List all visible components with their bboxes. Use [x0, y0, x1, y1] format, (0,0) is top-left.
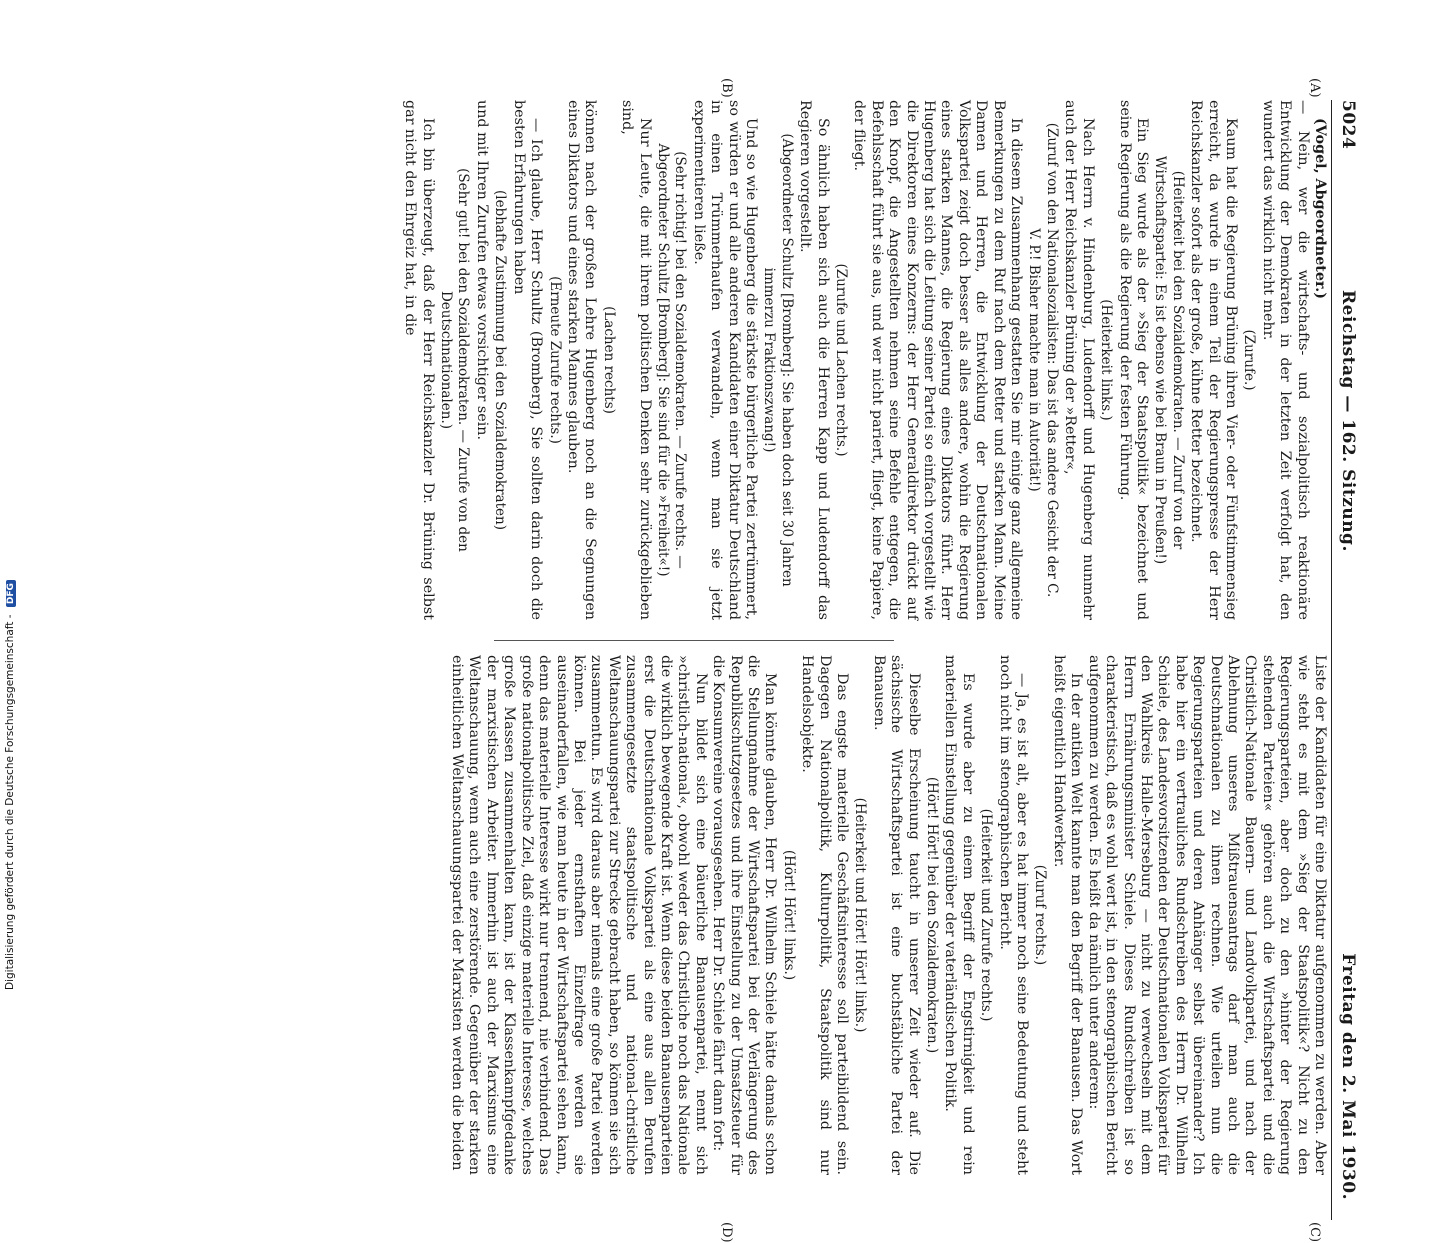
- paragraph-text: Es wurde aber zu einem Begriff der Engstirnigkeit und rein materiellen Einstellung gegenüber der vaterländischen Politik.: [942, 655, 976, 1175]
- footer-text: Digitalisierung gefördert durch die Deutsche Forschungsgemeinschaft -: [4, 614, 16, 990]
- interjection: (Zuruf von den Nationalsozialisten: Das ist das andere Gesicht der C. V. P.! Bisher machte man in Autorität!): [1026, 122, 1060, 598]
- paragraph: [941, 655, 976, 1175]
- paragraph-text: können nach der großen Lehre Hugenberg noch an die Segnungen eines Diktators und eines starken Mannes glauben.: [564, 100, 599, 620]
- paragraph-text: — Nein, wer die wirtschafts- und sozialpolitisch reaktionäre Entwicklung der Demokraten in der letzten Zeit verfolgt hat, den wundert das wirklich nicht mehr.: [1259, 100, 1311, 620]
- speaker-label: (Vogel, Abgeordneter.): [1312, 118, 1328, 299]
- margin-mark-c: (C): [1307, 1222, 1322, 1243]
- paragraph-text: Dieselbe Erscheinung taucht in unserer Zeit wieder auf. Die sächsische Wirtschaftspartei ist eine buchstäbliche Partei der Banausen.: [870, 655, 922, 1175]
- paragraph: [995, 655, 1030, 1175]
- paragraph-text: — Ich glaube, Herr Schultz (Bromberg), Sie sollten darin doch die besten Erfahrungen haben: [510, 100, 545, 620]
- interjection: (Heiterkeit bei den Sozialdemokraten. — Zuruf von der Wirtschaftspartei: Es ist ebenso wie bei Braun in Preußen!): [1152, 155, 1186, 565]
- digitization-footer: [0, 0, 20, 1000]
- dfg-logo: DFG: [6, 580, 16, 607]
- interjection: (Heiterkeit links.): [1098, 299, 1115, 421]
- interjection: (Sehr richtig! bei den Sozialdemokraten. — Zurufe rechts. — Abgeordneter Schultz [Bromberg]: Sie sind für die »Freiheit«!): [654, 143, 689, 577]
- margin-mark-b: (B): [719, 78, 734, 98]
- interjection: (Hört! Hört! links.): [780, 849, 797, 981]
- text-column-right: [448, 655, 1328, 1175]
- paragraph-text: Und so wie Hugenberg die stärkste bürgerliche Partei zertrümmert, so würden er und alle anderen Kandidaten einer Diktatur Deutschland in einen Trümmerhaufen verwandeln, wenn man sie jetzt experimentieren ließe.: [690, 100, 759, 620]
- paragraph: [1115, 100, 1150, 620]
- paragraph: [796, 100, 831, 620]
- header-rule: [1331, 100, 1332, 1220]
- interjection: (Heiterkeit und Zurufe rechts.): [978, 808, 995, 1022]
- paragraph: [1187, 100, 1239, 620]
- paragraph: [1084, 655, 1328, 1175]
- session-title: Reichstag — 162. Sitzung.: [1338, 290, 1358, 552]
- paragraph: [869, 655, 921, 1175]
- margin-mark-d: (D): [719, 1222, 734, 1243]
- paragraph: [618, 100, 653, 620]
- text-column-left: [401, 100, 1328, 620]
- paragraph: [689, 100, 759, 620]
- paragraph: [564, 100, 599, 620]
- paragraph-text: Das engste materielle Geschäftsinteresse soll parteibildend sein. Dagegen Nationalpolitik, Kulturpolitik, Staatspolitik sind nur Handelsobjekte.: [799, 655, 851, 1175]
- session-date: Freitag den 2. Mai 1930.: [1338, 953, 1358, 1200]
- paragraph-text: Liste der Kandidaten für eine Diktatur aufgenommen zu werden. Aber wie steht es mit dem »Sieg der Staatspolitik«? Nicht zu den Regierungsparteien, aber doch zu den »hinter der Regierung stehenden Parteien« gehören auch die Wirtschaftspartei und die Christlich-Nationale Bauern- und Landvolkpartei, und nach der Ablehnung unseres Mißtrauensantrags darf man auch die Deutschnationalen zu ihnen rechnen. Wie urteilen nun die Regierungsparteien und deren Anhänger selbst übereinander? Ich habe hier ein vertrauliches Rundschreiben des Herrn Dr. Wilhelm Schiele, des Landesvorsitzenden der Deutschnationalen Volkspartei für den Wahlkreis Halle-Merseburg — nicht zu verwechseln mit dem Herrn Ernährungsminister Schiele. Dieses Rundschreiben ist so charakteristisch, daß es wohl wert ist, in den stenographischen Bericht aufgenommen zu werden. Es heißt da nämlich unter anderem:: [1085, 655, 1328, 1175]
- paragraph: [798, 655, 850, 1175]
- margin-mark-a: (A): [1307, 78, 1322, 98]
- paragraph: [448, 655, 709, 1175]
- paragraph-text: So ähnlich haben sich auch die Herren Kapp und Ludendorff das Regieren vorgestellt.: [797, 100, 831, 620]
- column-divider: [494, 640, 894, 641]
- paragraph: [473, 100, 490, 620]
- page-header: [1334, 100, 1358, 1200]
- paragraph-text: Kaum hat die Regierung Brüning ihren Vier- oder Fünfstimmensieg erreicht, da wurde in einem Teil der Regierungspresse der Herr Reichskanzler sofort als der große, kühne Retter bezeichnet.: [1188, 100, 1239, 620]
- interjection: (lebhafte Zustimmung bei den Sozialdemokraten): [492, 190, 509, 530]
- interjection: (Erneute Zurufe rechts.): [546, 276, 563, 444]
- interjection: (Abgeordneter Schultz [Bromberg]: Sie haben doch seit 30 Jahren immerzu Fraktionszwang!): [761, 133, 795, 587]
- paragraph-text: Ich bin überzeugt, daß der Herr Reichskanzler Dr. Brüning selbst gar nicht den Ehrgeiz hat, in die: [402, 100, 436, 620]
- paragraph-text: Nur Leute, die mit ihrem politischen Denken sehr zurückgeblieben sind,: [619, 100, 653, 620]
- paragraph-text: Nun bildet sich eine bäuerliche Banausenpartei, nennt sich »christlich-national«, obwohl weder das Christliche noch das Nationale die wirklich bewegende Kraft ist. Wenn diese beiden Banausenparteien erst die Deutschnationale Volkspartei als eine aus allen Berufen zusammengesetzte staatspolitische und national-christliche Weltanschauungspartei zur Strecke gebracht haben, so können sie sich zusammentun. Es wird daraus aber niemals eine große Partei werden können. Bei jeder ernsthaften Einzelfrage werden sie auseinanderfallen, wie man heute in der Wirtschaftspartei sehen kann, denn das materielle Interesse wirkt nur trennend, nie verbindend. Das große nationalpolitische Ziel, daß einzige materielle Interesse, welches große Massen zusammenhalten kann, ist der Klassenkampfgedanke der marxistischen Arbeiter. Immerhin ist auch der Marxismus eine Weltanschauung, wenn auch eine zerstörende. Gegenüber der starken einheitlichen Weltanschauungspartei der Marxisten werden die beiden: [449, 655, 709, 1175]
- interjection: (Zuruf rechts.): [1032, 864, 1049, 966]
- paragraph: [401, 100, 436, 620]
- paragraph: [1050, 655, 1085, 1175]
- paragraph-text: Man könnte glauben, Herr Dr. Wilhelm Schiele hätte damals schon die Stellungnahme der Wirtschaftspartei bei der Verlängerung des Republikschutzgesetzes und ihre Einstellung zu der Umsatzsteuer für die Konsumvereine vorausgesehen. Herr Dr. Schiele fährt dann fort:: [710, 655, 779, 1175]
- interjection: (Hört! Hört! bei den Sozialdemokraten.): [924, 776, 941, 1054]
- interjection: (Zurufe.): [1241, 329, 1258, 391]
- paragraph-text: In der antiken Welt kannte man den Begriff der Banausen. Das Wort heißt eigentlich Handwerker.: [1050, 655, 1085, 1175]
- interjection: (Zurufe und Lachen rechts.): [833, 263, 850, 457]
- interjection: (Lachen rechts): [600, 306, 617, 414]
- paragraph: [709, 655, 779, 1175]
- paragraph: [1258, 100, 1328, 620]
- paragraph-text: und mit Ihren Zurufen etwas vorsichtiger sein.: [473, 100, 490, 441]
- paragraph-text: In diesem Zusammenhang gestatten Sie mir einige ganz allgemeine Bemerkungen zu dem Ruf nach dem Retter und starken Mann. Meine Damen und Herren, die Entwicklung der Deutschnationalen Volkspartei zeigt doch besser als alles andere, wohin die Regierung eines starken Mannes, die Regierung eines Diktators führt. Herr Hugenberg hat sich die Leitung seiner Partei so einfach vorgestellt wie die Direktoren eines Konzerns: der Herr Generaldirektor drückt auf den Knopf, die Angestellten nehmen seine Befehle entgegen, die Befehlsschaft führt sie aus, und wer nicht pariert, fliegt, keine Papiere, der fliegt.: [851, 100, 1025, 620]
- paragraph: [509, 100, 544, 620]
- paragraph: [1061, 100, 1096, 620]
- page-number: 5024: [1338, 100, 1358, 150]
- paragraph-text: Ein Sieg wurde als der »Sieg der Staatspolitik« bezeichnet und seine Regierung als die Regierung der festen Führung.: [1116, 100, 1150, 620]
- paragraph: [850, 100, 1024, 620]
- interjection: (Heiterkeit und Hört! Hört! links.): [852, 797, 869, 1033]
- paragraph-text: — Ja, es ist alt, aber es hat immer noch seine Bedeutung und steht noch nicht im stenographischen Bericht.: [996, 655, 1031, 1175]
- paragraph-text: Nach Herrn v. Hindenburg, Ludendorff und Hugenberg nunmehr auch der Herr Reichskanzler Brüning der »Retter«,: [1062, 100, 1096, 620]
- interjection: (Sehr gut! bei den Sozialdemokraten. — Zurufe von den Deutschnationalen.): [438, 168, 472, 552]
